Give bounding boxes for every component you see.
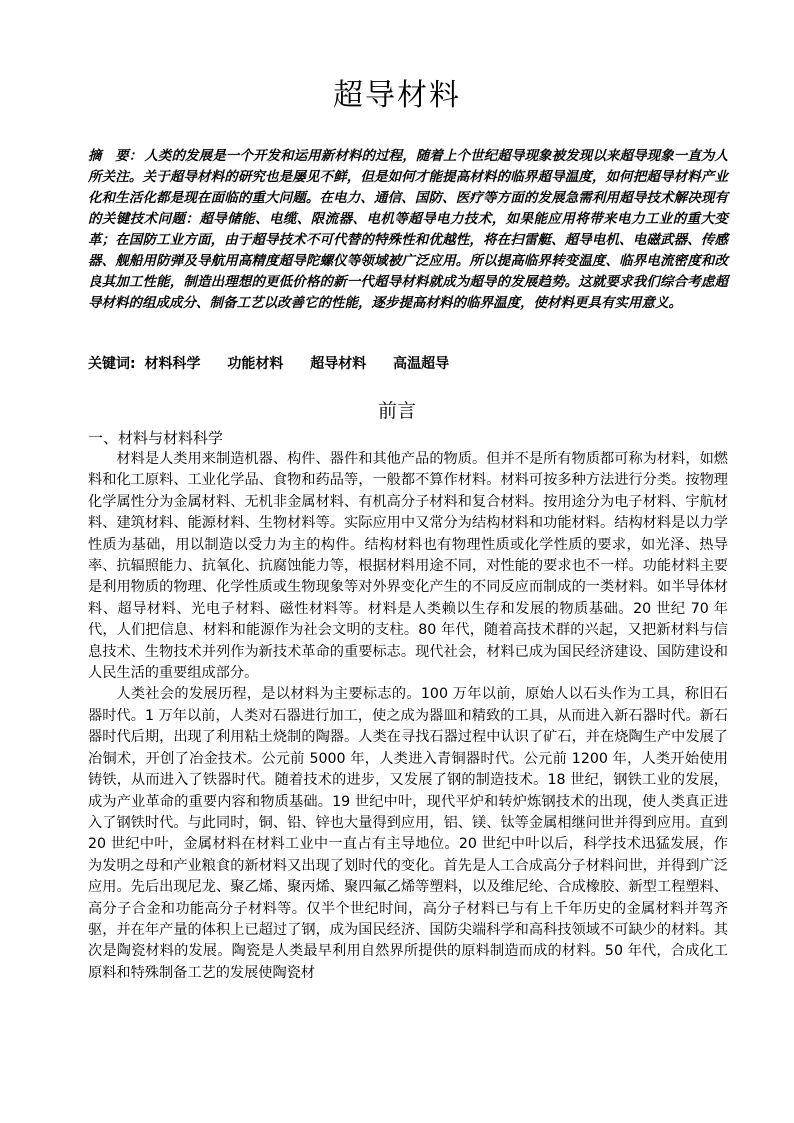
- keywords-line: [88, 354, 471, 374]
- paragraph: 材料是人类用来制造机器、构件、器件和其他产品的物质。但并不是所有物质都可称为材料，如燃料和化工原料、工业化学品、食物和药品等，一般都不算作材料。材料可按多种方法进行分类。按物理化学属性分为金属材料、无机非金属材料、有机高分子材料和复合材料。按用途分为电子材料、宇航材料、建筑材料、能源材料、生物材料等。实际应用中又常分为结构材料和功能材料。结构材料是以力学性质为基础，用以制造以受力为主的构件。结构材料也有物理性质或化学性质的要求，如光泽、热导率、抗辐照能力、抗氧化、抗腐蚀能力等，根据材料用途不同，对性能的要求也不一样。功能材料主要是利用物质的物理、化学性质或生物现象等对外界变化产生的不同反应而制成的一类材料。如半导体材料、超导材料、光电子材料、磁性材料等。材料是人类赖以生存和发展的物质基础。20 世纪 70 年代，人们把信息、材料和能源作为社会文明的支柱。80 年代，随着高技术群的兴起，又把新材料与信息技术、生物技术并列作为新技术革命的重要标志。现代社会，材料已成为国民经济建设、国防建设和人民生活的重要组成部分。: [88, 451, 728, 682]
- body-text: [88, 449, 728, 984]
- document-title: 超导材料: [333, 78, 461, 113]
- keyword-item: 材料科学: [144, 356, 201, 372]
- abstract: [88, 146, 728, 314]
- keyword-item: 高温超导: [393, 356, 450, 372]
- paragraph: 人类社会的发展历程，是以材料为主要标志的。100 万年以前，原始人以石头作为工具，称旧石器时代。1 万年以前，人类对石器进行加工，使之成为器皿和精致的工具，从而进入新石器时代。新石器时代后期，出现了利用粘土烧制的陶器。人类在寻找石器过程中认识了矿石，并在烧陶生产中发展了冶铜术，开创了冶金技术。公元前 5000 年，人类进入青铜器时代。公元前 1200 年，人类开始使用铸铁，从而进入了铁器时代。随着技术的进步，又发展了钢的制造技术。18 世纪，钢铁工业的发展，成为产业革命的重要内容和物质基础。19 世纪中叶，现代平炉和转炉炼钢技术的出现，使人类真正进入了钢铁时代。与此同时，铜、铅、锌也大量得到应用，铝、镁、钛等金属相继问世并得到应用。直到 20 世纪中叶，金属材料在材料工业中一直占有主导地位。20 世纪中叶以后，科学技术迅猛发展，作为发明之母和产业粮食的新材料又出现了划时代的变化。首先是人工合成高分子材料问世，并得到广泛应用。先后出现尼龙、聚乙烯、聚丙烯、聚四氟乙烯等塑料，以及维尼纶、合成橡胶、新型工程塑料、高分子合金和功能高分子材料等。仅半个世纪时间，高分子材料已与有上千年历史的金属材料并驾齐驱，并在年产量的体积上已超过了钢，成为国民经济、国防尖端科学和高科技领域不可缺少的材料。其次是陶瓷材料的发展。陶瓷是人类最早利用自然界所提供的原料制造而成的材料。50 年代，合成化工原料和特殊制备工艺的发展使陶瓷材: [88, 686, 728, 981]
- keyword-item: 功能材料: [227, 356, 284, 372]
- keyword-item: 超导材料: [310, 356, 367, 372]
- subsection-title: 一、材料与材料科学: [88, 429, 224, 447]
- keywords-label: 关键词:: [88, 356, 136, 372]
- abstract-label: 摘 要：: [88, 148, 143, 164]
- section-title: 前言: [377, 400, 416, 422]
- abstract-text: 人类的发展是一个开发和运用新材料的过程，随着上个世纪超导现象被发现以来超导现象一直为人所关注。关于超导材料的研究也是屡见不鲜，但是如何才能提高材料的临界超导温度，如何把超导材料产业化和生活化都是现在面临的重大问题。在电力、通信、国防、医疗等方面的发展急需利用超导技术解决现有的关键技术问题：超导储能、电缆、限流器、电机等超导电力技术，如果能应用将带来电力工业的重大变革；在国防工业方面，由于超导技术不可代替的特殊性和优越性，将在扫雷艇、超导电机、电磁武器、传感器、舰船用防弹及导航用高精度超导陀螺仪等领域被广泛应用。所以提高临界转变温度、临界电流密度和改良其加工性能，制造出理想的更低价格的新一代超导材料就成为超导的发展趋势。这就要求我们综合考虑超导材料的组成成分、制备工艺以改善它的性能，逐步提高材料的临界温度，使材料更具有实用意义。: [88, 148, 729, 311]
